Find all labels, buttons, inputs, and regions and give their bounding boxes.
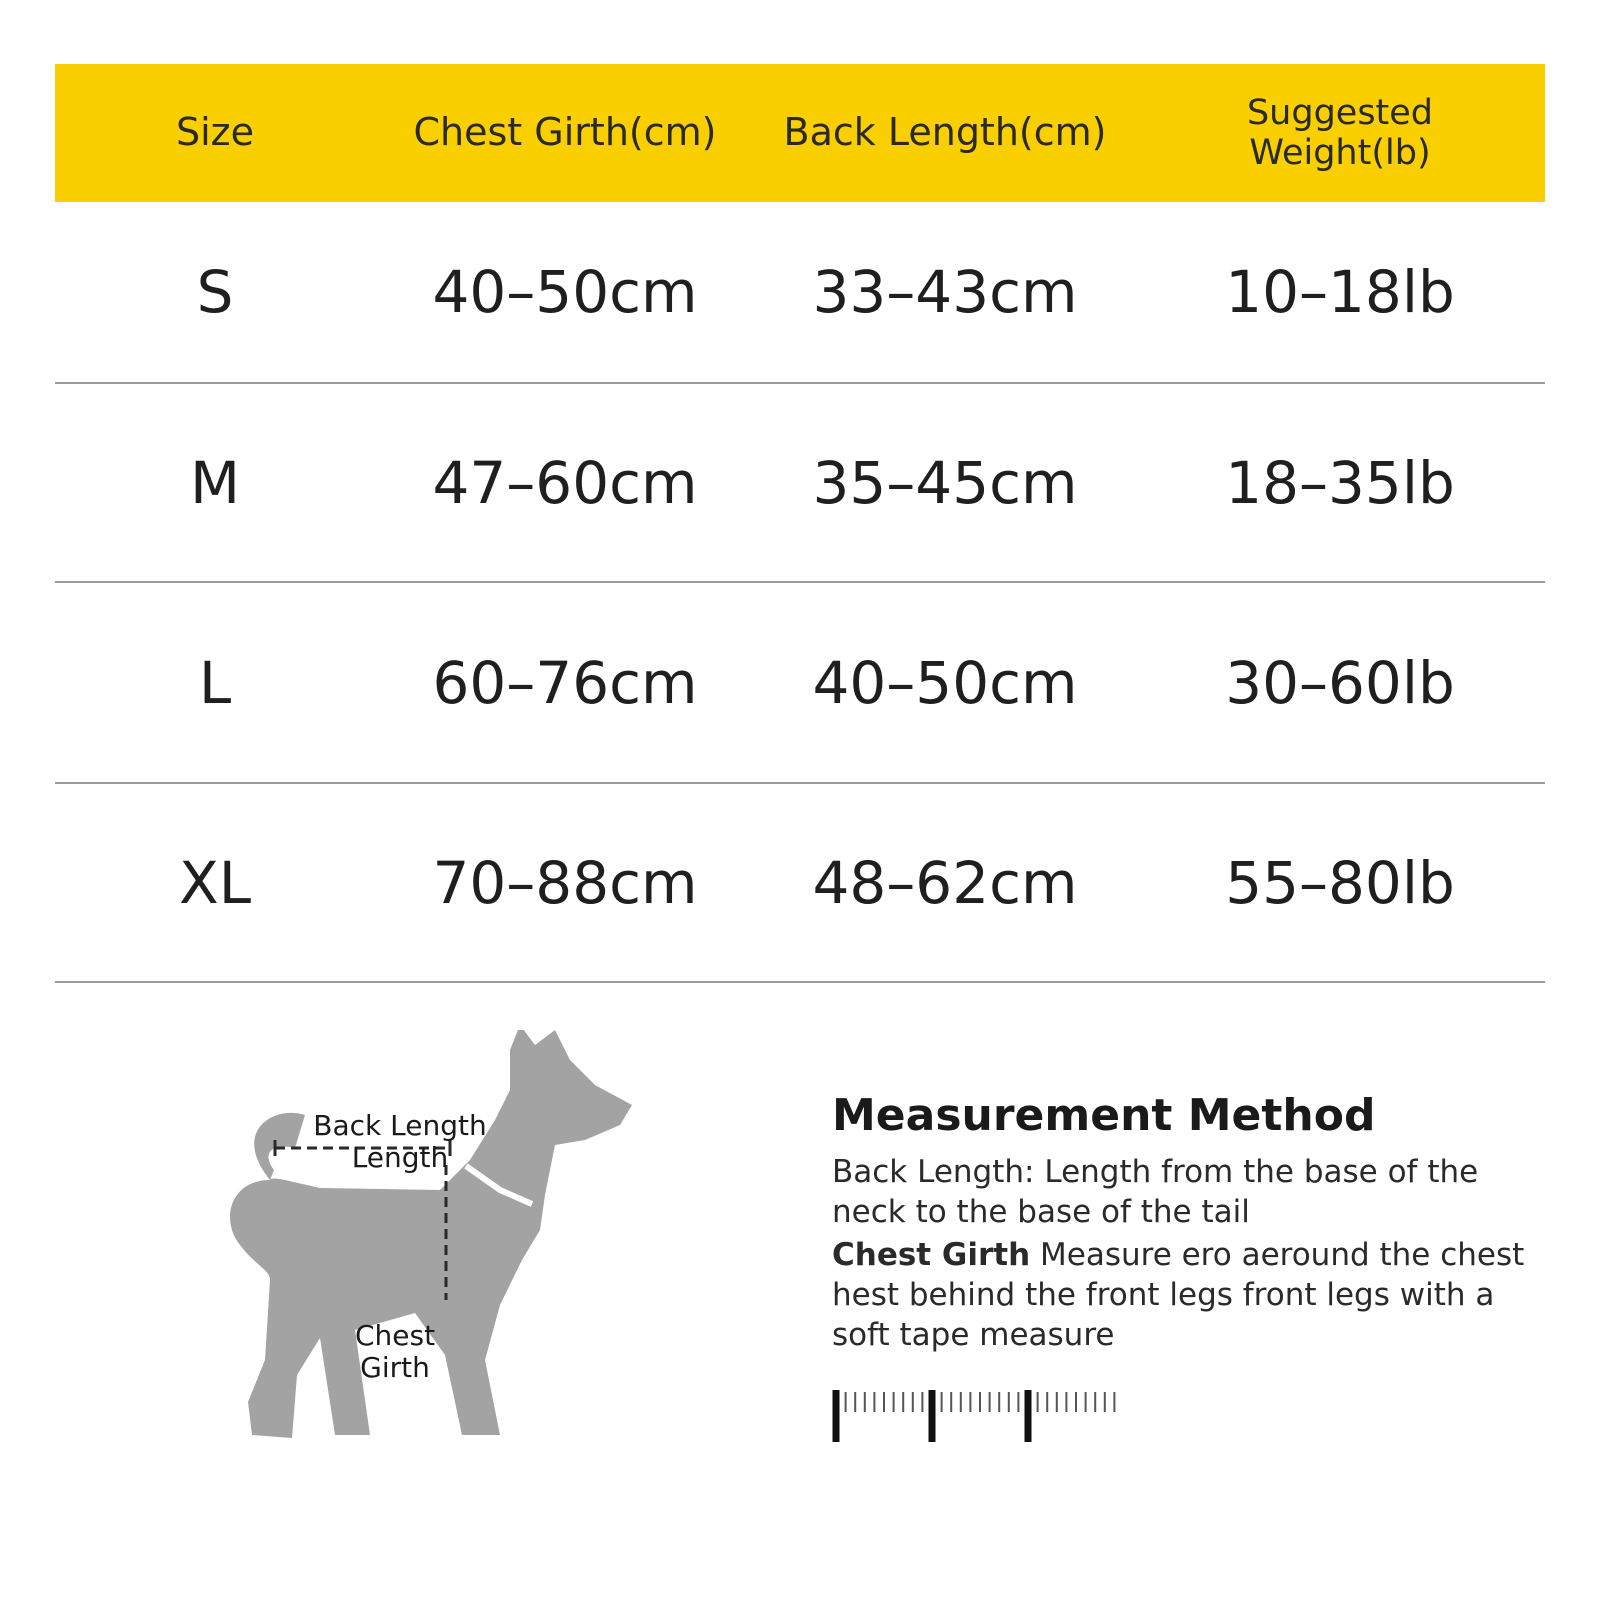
header-suggested-weight: Suggested Weight(lb) (1246, 92, 1434, 173)
header-size: Size (175, 110, 254, 155)
size-cell: S (196, 258, 234, 326)
method-title: Measurement Method (832, 1090, 1376, 1141)
back-length-cell: 35–45cm (812, 448, 1078, 517)
back-length-cell: 48–62cm (812, 848, 1078, 917)
header-chest-girth: Chest Girth(cm) (413, 110, 717, 155)
weight-cell: 30–60lb (1225, 648, 1455, 717)
size-cell: L (198, 648, 232, 717)
chest-girth-instruction (832, 1236, 1532, 1355)
chest-girth-text: Measure ero aeround the chest hest behind the front legs front legs with a soft tape measure (832, 1237, 1525, 1353)
table-row (55, 583, 1545, 784)
size-cell: XL (178, 848, 252, 917)
back-length-instruction: Back Length: Length from the base of the neck to the base of the tail (832, 1154, 1479, 1230)
table-row (55, 384, 1545, 583)
chest-girth-label: Chest Girth (354, 1319, 436, 1385)
table-row (55, 784, 1545, 983)
weight-cell: 55–80lb (1225, 848, 1455, 917)
dog-measurement-figure (200, 1030, 680, 1470)
back-length-label: Back Length Length (313, 1109, 487, 1175)
chest-girth-cell: 60–76cm (432, 648, 698, 717)
tape-measure-icon (832, 1390, 1122, 1450)
chest-girth-cell: 40–50cm (432, 258, 698, 326)
size-cell: M (189, 448, 241, 517)
header-back-length: Back Length(cm) (783, 110, 1107, 155)
dog-silhouette-icon (200, 1030, 680, 1470)
table-header (55, 64, 1545, 202)
weight-cell: 18–35lb (1225, 448, 1455, 517)
size-chart-table (55, 64, 1545, 983)
table-row (55, 202, 1545, 384)
chest-girth-term: Chest Girth (832, 1237, 1031, 1274)
chest-girth-cell: 47–60cm (432, 448, 698, 517)
back-length-cell: 33–43cm (812, 258, 1078, 326)
back-length-cell: 40–50cm (812, 648, 1078, 717)
measurement-method (832, 1090, 1532, 1359)
chest-girth-cell: 70–88cm (432, 848, 698, 917)
weight-cell: 10–18lb (1225, 258, 1455, 326)
